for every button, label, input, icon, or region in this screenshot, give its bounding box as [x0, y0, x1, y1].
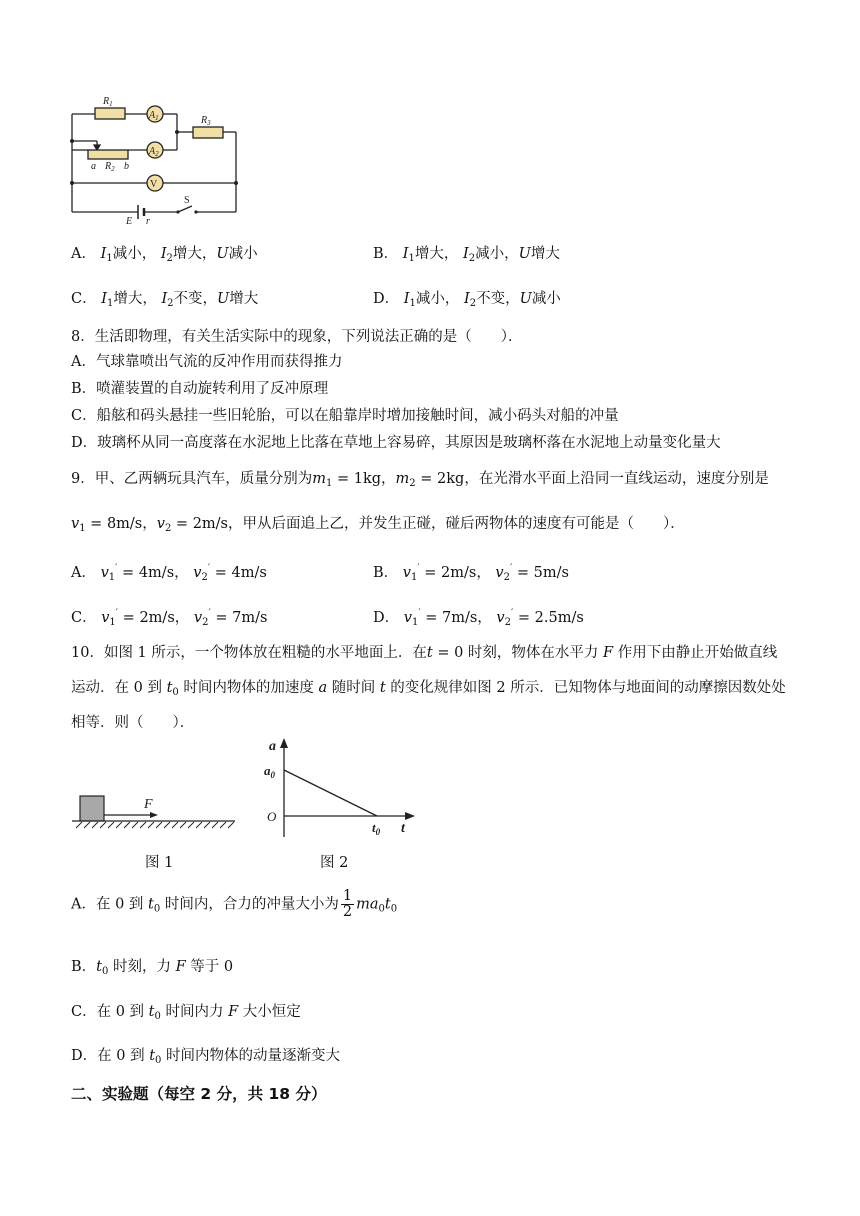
q7-option-b: B． $I_1$增大， $I_2$减小，U增大	[373, 246, 560, 264]
svg-text:a0: $a_0$	[264, 763, 275, 780]
section-heading: 二、实验题（每空 2 分，共 18 分）	[71, 1085, 327, 1103]
q9-stem-line2: $v_1 = 8m/s$，$v_2 = 2m/s$，甲从后面追上乙，并发生正碰，碰后两物体的速度有可能是（ ）．	[71, 516, 685, 534]
q10-option-a: A．在 0 到 $t_0$ 时间内，合力的冲量大小为 $\frac{1}{2}$ $ma_0t_0$	[71, 888, 398, 920]
force-arrow-head	[150, 812, 158, 818]
q9-option-c: C． $v_1' = 2m/s$， $v_2' = 7m/s$	[71, 608, 268, 628]
svg-text:a: a	[269, 739, 276, 754]
svg-text:V: V	[150, 179, 158, 190]
figure-2-label: 图 2	[320, 855, 349, 871]
svg-text:R1: $R_1$	[103, 96, 113, 108]
block	[80, 796, 104, 821]
switch-s	[178, 206, 192, 212]
q8-option-c: C．船舷和码头悬挂一些旧轮胎，可以在船靠岸时增加接触时间，减小码头对船的冲量	[71, 408, 619, 424]
figure-2-graph	[255, 734, 425, 842]
q8-option-d: D．玻璃杯从同一高度落在水泥地上比落在草地上容易碎，其原因是玻璃杯落在水泥地上动量变化量大	[71, 435, 721, 451]
svg-text:b: b	[124, 161, 129, 172]
q7-option-a: A． $I_1$减小， $I_2$增大，U减小	[71, 246, 258, 264]
x-axis-arrow	[405, 812, 415, 820]
q10-stem-line2: 运动．在 0 到 $t_0$ 时间内物体的加速度 a 随时间 t 的变化规律如图 2 所示．已知物体与地面间的动摩擦因数处处	[71, 680, 786, 698]
svg-text:t0: $t_0$	[372, 820, 381, 837]
svg-text:A2: $A_2$	[149, 146, 159, 158]
q9-stem-line1: 9．甲、乙两辆玩具汽车，质量分别为$m_1 = 1kg$，$m_2 = 2kg$，在光滑水平面上沿同一直线运动，速度分别是	[71, 471, 769, 489]
q8-option-a: A．气球靠喷出气流的反冲作用而获得推力	[71, 354, 343, 370]
resistor-r1	[95, 108, 125, 119]
q8-option-b: B．喷灌装置的自动旋转利用了反冲原理	[71, 381, 329, 397]
svg-text:r: r	[146, 216, 150, 224]
resistor-r2	[88, 150, 128, 159]
q7-option-c: C． $I_1$增大， $I_2$不变，U增大	[71, 291, 259, 309]
svg-text:F: F	[144, 797, 153, 812]
svg-text:t: t	[401, 821, 405, 836]
resistor-r3	[193, 127, 223, 138]
q7-option-d: D． $I_1$减小， $I_2$不变，U减小	[373, 291, 561, 309]
q10-option-c: C．在 0 到 $t_0$ 时间内力 F 大小恒定	[71, 1004, 301, 1022]
q10-option-b: B．$t_0$ 时刻，力 F 等于 0	[71, 959, 234, 977]
svg-text:R3: $R_3$	[201, 115, 211, 127]
svg-text:a: a	[91, 161, 96, 172]
figure-1-label: 图 1	[145, 855, 174, 871]
svg-text:A1: $A_1$	[149, 110, 159, 122]
figure-1-block	[70, 788, 240, 833]
graph-line	[284, 770, 377, 816]
y-axis-arrow	[280, 738, 288, 748]
circuit-diagram	[60, 92, 260, 224]
svg-text:S: S	[184, 195, 190, 206]
q9-option-b: B． $v_1' = 2m/s$， $v_2' = 5m/s$	[373, 563, 569, 583]
q10-option-d: D．在 0 到 $t_0$ 时间内物体的动量逐渐变大	[71, 1048, 340, 1066]
q9-option-d: D． $v_1' = 7m/s$， $v_2' = 2.5m/s$	[373, 608, 584, 628]
q10-stem-line1: 10．如图 1 所示，一个物体放在粗糙的水平地面上．在t = 0 时刻，物体在水平力 F 作用下由静止开始做直线	[71, 645, 778, 661]
q8-stem: 8．生活即物理，有关生活实际中的现象，下列说法正确的是（ ）．	[71, 329, 523, 345]
q9-option-a: A． $v_1' = 4m/s$， $v_2' = 4m/s$	[71, 563, 267, 583]
svg-text:O: O	[267, 809, 277, 824]
q10-stem-line3: 相等．则（ ）．	[71, 715, 195, 731]
svg-text:R2: $R_2$	[105, 161, 115, 173]
svg-text:E: E	[126, 216, 133, 224]
